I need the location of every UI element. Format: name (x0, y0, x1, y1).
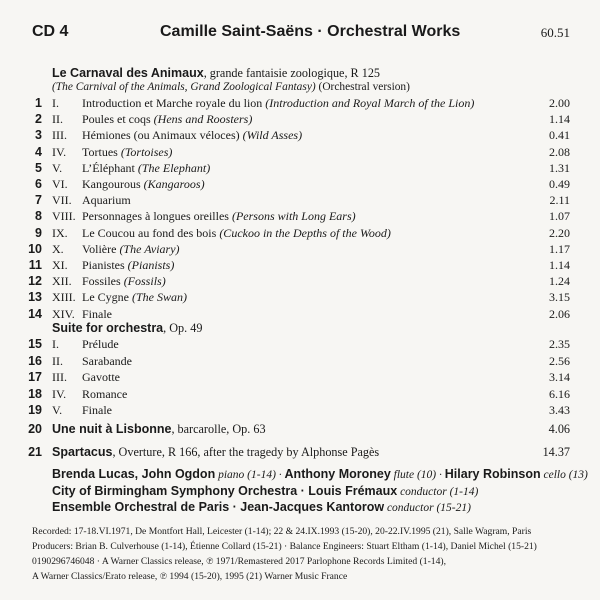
track-number: 15 (28, 337, 42, 351)
track-number: 3 (35, 128, 42, 143)
track-row (0, 274, 600, 290)
track-number: 12 (28, 274, 42, 289)
track-title (52, 445, 379, 460)
work-title-name: Suite for orchestra (52, 321, 164, 335)
track-title-rest: , barcarolle, Op. 63 (171, 422, 266, 436)
track-title-name: Une nuit à Lisbonne (52, 422, 172, 436)
track-row (0, 403, 600, 419)
work-subtitle: , grande fantaisie zoologique, R 125 (203, 66, 381, 80)
track-title-fr: L’Éléphant (82, 160, 135, 175)
track-title (82, 354, 132, 369)
track-number: 8 (35, 209, 42, 224)
movement-numeral: VI. (52, 177, 68, 191)
track-row (0, 112, 600, 128)
track-duration: 4.06 (548, 422, 570, 436)
work-title (52, 66, 380, 81)
movement-numeral: VIII. (52, 209, 76, 224)
track-number: 16 (28, 353, 42, 368)
credit-line: Producers: Brian B. Culverhouse (1-14), Étienne Collard (15-21) · Balance Engineers: Stuart Eltham (1-14), Daniel Michel (15-21) (32, 541, 537, 552)
track-duration: 0.49 (549, 177, 570, 191)
movement-numeral: XII. (52, 274, 72, 289)
track-duration: 3.15 (549, 290, 570, 305)
track-row (0, 387, 600, 403)
track-row (0, 193, 600, 209)
track-duration: 14.37 (542, 445, 570, 459)
track-title (82, 161, 210, 176)
track-title-en: (Wild Asses) (242, 128, 303, 143)
movement-numeral: VII. (52, 193, 72, 208)
track-title-fr: Personnages à longues oreilles (82, 209, 229, 224)
movement-numeral: XIV. (52, 306, 75, 321)
track-number: 7 (35, 193, 42, 208)
track-title (82, 209, 356, 224)
track-title-en: (Cuckoo in the Depths of the Wood) (219, 225, 391, 240)
work-title-name: Le Carnaval des Animaux (52, 66, 204, 80)
track-title-fr: Finale (82, 306, 112, 321)
performers-line-2 (52, 484, 478, 499)
track-row (0, 354, 600, 370)
track-row (0, 226, 600, 242)
track-number: 6 (35, 177, 42, 191)
track-title (82, 128, 302, 143)
track-number: 13 (28, 290, 42, 305)
track-row (0, 290, 600, 306)
conductor-role: conductor (1-14) (397, 486, 479, 498)
track-row (0, 258, 600, 274)
track-title-fr: Le Coucou au fond des bois (82, 225, 217, 240)
performers-line-1 (52, 467, 588, 482)
track-duration: 1.31 (549, 160, 570, 175)
track-title-fr: Poules et coqs (82, 112, 151, 127)
movement-numeral: IV. (52, 386, 67, 401)
cd-number: CD 4 (32, 23, 69, 40)
track-title-en: (Fossils) (123, 274, 166, 289)
track-title-en: (Pianists) (127, 258, 175, 272)
track-number: 18 (28, 386, 42, 401)
work-translation-text: (The Carnival of the Animals, Grand Zoological Fantasy) (52, 81, 316, 93)
track-row (0, 145, 600, 161)
track-number: 19 (28, 403, 42, 417)
performer-name: Anthony Moroney (284, 467, 391, 481)
track-title-en: (Hens and Roosters) (153, 112, 253, 127)
track-title-fr: Romance (82, 386, 128, 401)
track-duration: 2.11 (549, 193, 570, 208)
track-row (0, 128, 600, 144)
track-title (82, 193, 131, 208)
track-number: 11 (28, 258, 42, 272)
track-duration: 3.43 (549, 403, 570, 417)
track-duration: 2.00 (549, 96, 570, 110)
track-duration: 2.06 (549, 306, 570, 321)
track-number: 21 (28, 445, 42, 459)
track-title (82, 242, 180, 257)
track-title-en: (The Swan) (132, 290, 187, 305)
track-duration: 2.20 (549, 225, 570, 240)
track-title-fr: Sarabande (82, 353, 132, 368)
track-title (82, 370, 120, 385)
track-number: 2 (35, 112, 42, 127)
work-subtitle: , Op. 49 (163, 321, 203, 335)
credits (32, 524, 577, 584)
track-title (82, 290, 187, 305)
track-number: 4 (35, 144, 42, 159)
track-title-fr: Pianistes (82, 258, 125, 272)
track-row (0, 209, 600, 225)
track-number: 10 (28, 241, 42, 256)
movement-numeral: IX. (52, 225, 68, 240)
performer-role: flute (10) · (390, 469, 445, 481)
track-title (82, 387, 127, 402)
track-number: 20 (28, 422, 42, 436)
movement-numeral: IV. (52, 144, 67, 159)
track-title-fr: Gavotte (82, 370, 120, 384)
performer-role: cello (13) (540, 469, 588, 481)
track-duration: 1.07 (549, 209, 570, 224)
movement-numeral: V. (52, 403, 63, 417)
track-duration: 1.14 (549, 112, 570, 127)
track-number: 9 (35, 225, 42, 240)
track-row (0, 337, 600, 353)
track-duration: 3.14 (549, 370, 570, 384)
track-title-fr: Prélude (82, 337, 119, 351)
track-title-en: (Persons with Long Ears) (231, 209, 356, 224)
track-title (82, 274, 166, 289)
track-title-fr: Kangourous (82, 177, 141, 191)
track-title-fr: Finale (82, 403, 112, 417)
track-title-fr: Hémiones (ou Animaux véloces) (82, 128, 240, 143)
movement-numeral: X. (52, 241, 64, 256)
track-row (0, 177, 600, 193)
track-title (82, 403, 112, 418)
track-number: 14 (28, 306, 42, 321)
performers-line-3 (52, 500, 471, 515)
track-title (82, 177, 205, 192)
track-duration: 1.14 (549, 258, 570, 272)
total-duration: 60.51 (540, 25, 570, 40)
track-title-fr: Volière (82, 241, 117, 256)
work-translation-extra: (Orchestral version) (315, 81, 410, 93)
track-duration: 0.41 (549, 128, 570, 143)
page-title: Camille Saint-Saëns · Orchestral Works (160, 23, 461, 40)
performer-name: Hilary Robinson (444, 467, 541, 481)
track-duration: 6.16 (549, 386, 570, 401)
track-duration: 1.17 (549, 241, 570, 256)
track-title-en: (The Elephant) (137, 160, 211, 175)
performer-role: piano (1-14) · (215, 469, 285, 481)
performer-name: Brenda Lucas, John Ogdon (52, 467, 216, 481)
track-title-en: (The Aviary) (119, 241, 180, 256)
track-title (82, 337, 119, 352)
track-title (82, 226, 391, 241)
work-title (52, 321, 202, 336)
header (0, 23, 600, 47)
track-duration: 2.08 (549, 144, 570, 159)
track-title-rest: , Overture, R 166, after the tragedy by Alphonse Pagès (112, 445, 380, 459)
track-title-name: Spartacus (52, 445, 113, 459)
track-row (0, 370, 600, 386)
track-row (0, 96, 600, 112)
track-title (82, 112, 252, 127)
track-title (82, 145, 172, 160)
movement-numeral: II. (52, 353, 63, 368)
track-duration: 2.35 (549, 337, 570, 351)
movement-numeral: XIII. (52, 290, 76, 305)
credit-line: 0190296746048 · A Warner Classics release, ℗ 1971/Remastered 2017 Parlophone Records Limited (1-14), (32, 556, 446, 567)
track-row (0, 161, 600, 177)
track-title (82, 258, 174, 273)
track-title-en: (Introduction and Royal March of the Lion) (265, 96, 475, 110)
orchestra-name: City of Birmingham Symphony Orchestra · Louis Frémaux (52, 484, 398, 498)
track-title-en: (Kangaroos) (143, 177, 205, 191)
conductor-role: conductor (15-21) (384, 502, 471, 514)
movement-numeral: III. (52, 370, 67, 384)
track-title-fr: Introduction et Marche royale du lion (82, 96, 263, 110)
track-number: 5 (35, 160, 42, 175)
movement-numeral: II. (52, 112, 63, 127)
work-translation (52, 81, 410, 93)
movement-numeral: V. (52, 160, 63, 175)
track-title (52, 422, 266, 437)
track-title-fr: Fossiles (82, 274, 121, 289)
track-title-fr: Tortues (82, 144, 118, 159)
credit-line: Recorded: 17-18.VI.1971, De Montfort Hall, Leicester (1-14); 22 & 24.IX.1993 (15-20), 20-22.IV.1995 (21), Salle Wagram, Paris (32, 526, 532, 537)
track-duration: 2.56 (549, 353, 570, 368)
track-title-fr: Aquarium (82, 193, 131, 208)
track-row (0, 242, 600, 258)
track-title (82, 96, 474, 111)
track-title-fr: Le Cygne (82, 290, 129, 305)
movement-numeral: XI. (52, 258, 68, 272)
track-number: 1 (35, 96, 42, 110)
track-duration: 1.24 (549, 274, 570, 289)
credit-line: A Warner Classics/Erato release, ℗ 1994 (15-20), 1995 (21) Warner Music France (32, 571, 348, 582)
orchestra-name: Ensemble Orchestral de Paris · Jean-Jacques Kantorow (52, 500, 385, 514)
track-number: 17 (28, 370, 42, 384)
track-title (82, 307, 112, 322)
track-title-en: (Tortoises) (120, 144, 173, 159)
movement-numeral: III. (52, 128, 67, 143)
movement-numeral: I. (52, 337, 59, 351)
movement-numeral: I. (52, 96, 59, 110)
